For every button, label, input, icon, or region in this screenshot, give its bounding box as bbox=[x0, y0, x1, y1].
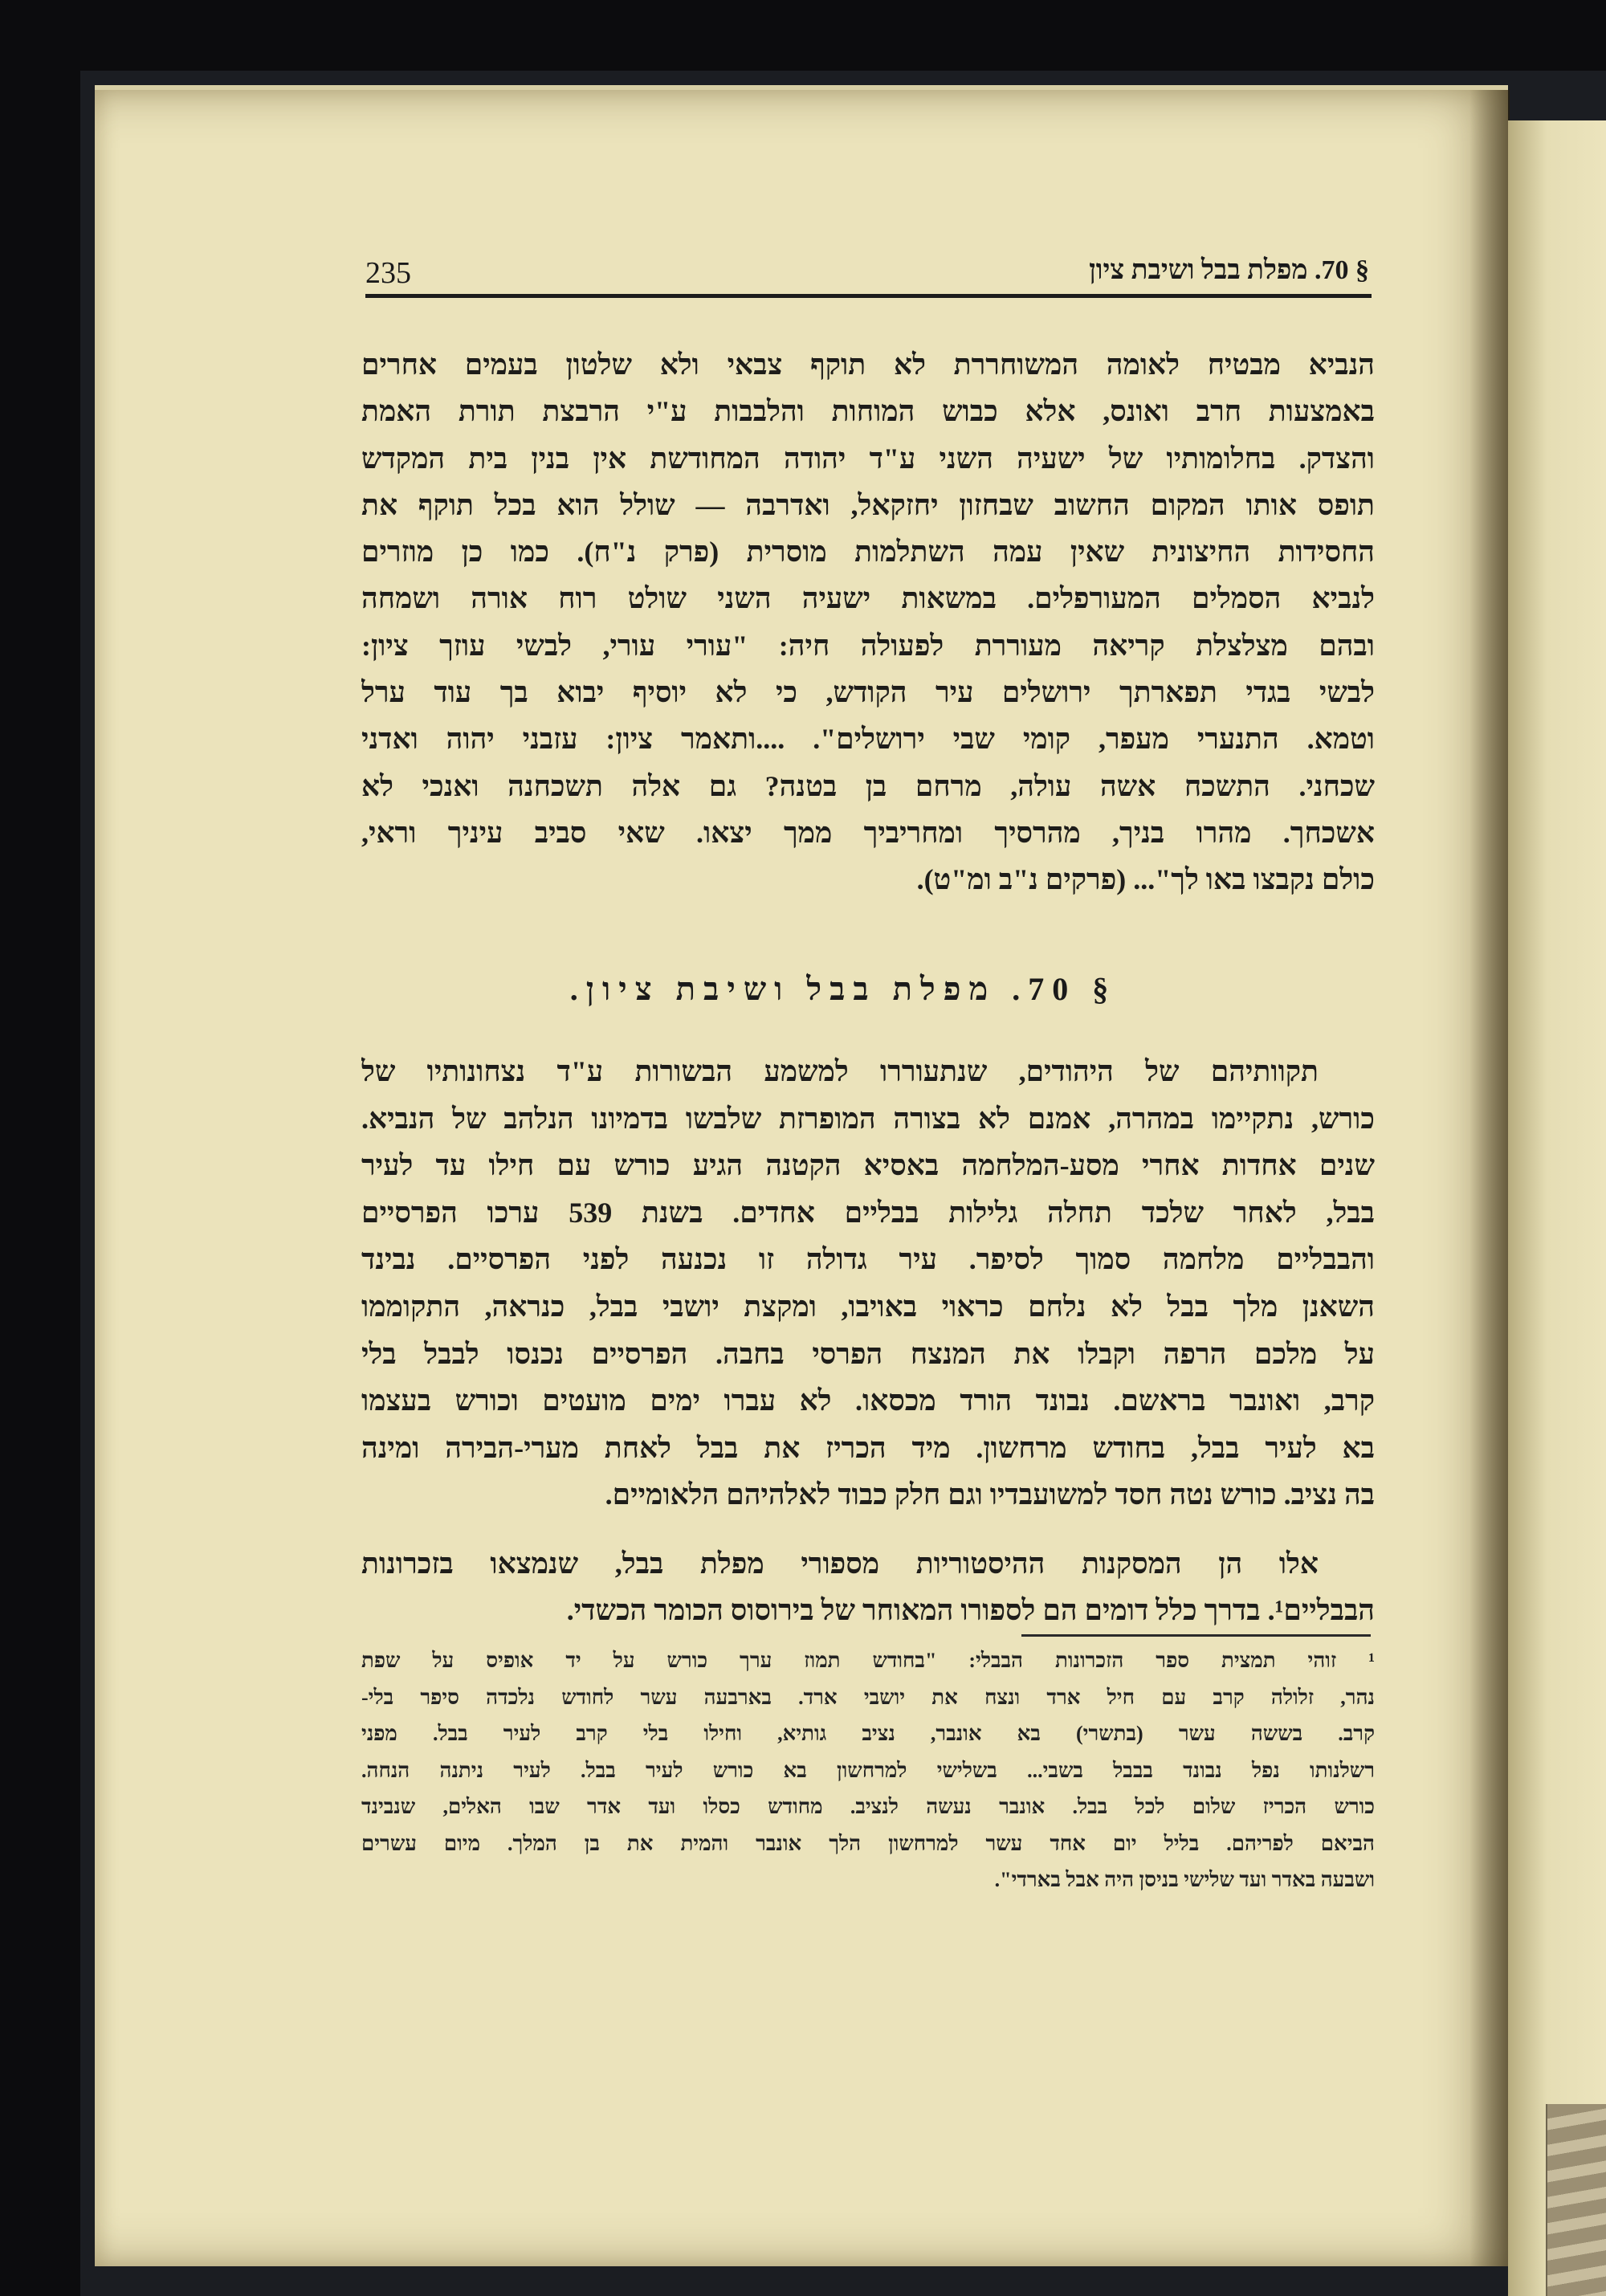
running-head bbox=[365, 249, 1369, 297]
section-heading: § 70. מפלת בבל ושיבת ציון. bbox=[569, 971, 1117, 1007]
text-line: קרב, ואונבר בראשם. נבונד הורד מכסאו. לא עברו ימים מועטים וכורש בעצמו bbox=[361, 1385, 1375, 1417]
footnote-line: נהר, זלולה קרב עם חיל ארד ונצח את יושבי ארד. בארבעה עשר לחודש נלכדה סיפר בלי- bbox=[361, 1685, 1375, 1709]
text-line: בא לעיר בבל, בחודש מרחשון. מיד הכריז את בבל לאחת מערי-הבירה ומינה bbox=[361, 1431, 1375, 1464]
text-line: והבבליים מלחמה סמוך לסיפר. עיר גדולה זו נכנעה לפני הפרסיים. נבינד bbox=[361, 1243, 1375, 1276]
text-line: אשכחך. מהרו בניך, מהרסיך ומחריביך ממך יצאו. שאי סביב עיניך וראי, bbox=[361, 816, 1375, 849]
facing-page-edge bbox=[1508, 120, 1606, 2296]
footnote-line: הביאם לפריהם. בליל יום אחד עשר למרחשון הלך אונבר והמית את בן המלך. מיום עשרים bbox=[361, 1831, 1375, 1855]
running-head-title: § 70. מפלת בבל ושיבת ציון bbox=[1089, 255, 1369, 285]
text-line: השאנן מלך בבל לא נלחם כראוי באויבו, ומקצת יושבי בבל, כנראה, התקוממו bbox=[361, 1290, 1375, 1323]
text-line: בה נציב. כורש נטה חסד למשועבדיו וגם חלק כבוד לאלהיהם הלאומיים. bbox=[605, 1478, 1375, 1511]
paragraph-3 bbox=[361, 1540, 1375, 1633]
text-line: אלו הן המסקנות ההיסטוריות מספורי מפלת בבל, שנמצאו בזכרונות bbox=[361, 1548, 1319, 1580]
paragraph-1 bbox=[361, 341, 1375, 903]
text-line: החסידות החיצונית שאין עמה השתלמות מוסרית (פרק נ"ח). כמו כן מוזרים bbox=[361, 536, 1375, 569]
text-line: באמצעות חרב ואונס, אלא כבוש המוחות והלבבות ע"י הרבצת תורת האמת bbox=[361, 395, 1375, 428]
header-rule bbox=[365, 294, 1372, 298]
paragraph-2 bbox=[361, 1048, 1375, 1519]
text-line: שנים אחדות אחרי מסע-המלחמה באסיא הקטנה הגיע כורש עם חילו עד לעיר bbox=[361, 1149, 1375, 1182]
page-number: 235 bbox=[365, 256, 411, 290]
text-line: שכחני. התשכח אשה עולה, מרחם בן בטנה? גם אלה תשכחנה ואנכי לא bbox=[361, 769, 1375, 802]
text-line: כולם נקבצו באו לך"... (פרקים נ"ב ומ"ט). bbox=[916, 863, 1375, 896]
footnote-line: רשלנותו נפל נבונד בבבל בשבי... בשלישי למרחשון בא כורש לעיר בבל. לעיר ניתנה הנחה. bbox=[361, 1758, 1375, 1782]
footnote-line: כורש הכריז שלום לכל בבל. אונבר נעשה לנציב. מחודש כסלו ועד אדר שבו האלים, שנבינד bbox=[361, 1795, 1375, 1818]
text-line: לבשי בגדי תפארתך ירושלים עיר הקודש, כי לא יוסיף יבוא בך עוד ערל bbox=[361, 676, 1375, 709]
text-line: על מלכם הרפה וקבלו את המנצח הפרסי בחבה. הפרסיים נכנסו לבבל בלי bbox=[361, 1337, 1375, 1370]
text-line: בבל, לאחר שלכד תחלה גלילות בבליים אחדים. בשנת 539 ערכו הפרסיים bbox=[361, 1196, 1375, 1229]
footnote-line: ¹ זוהי תמצית ספר הזכרונות הבבלי: "בחודש תמוז ערך כורש על יד אופיס על שפת bbox=[361, 1649, 1375, 1672]
text-line: וטמא. התנערי מעפר, קומי שבי ירושלים". ....ותאמר ציון: עזבני יהוה ואדני bbox=[361, 723, 1375, 756]
text-line: והצדק. בחלומותיו של ישעיה השני ע"ד יהודה המחודשת אין בנין בית המקדש bbox=[361, 442, 1375, 475]
footnote-rule bbox=[1021, 1634, 1371, 1637]
bookmark-ribbon bbox=[1546, 2104, 1606, 2296]
text-line: תקוותיהם של היהודים, שנתעוררו למשמע הבשורות ע"ד נצחונותיו של bbox=[361, 1055, 1319, 1087]
text-line: הבבליים¹. בדרך כלל דומים הם לספורו המאוחר של בירוסוס הכומר הכשדי. bbox=[566, 1594, 1375, 1626]
footnote-line: קרב. בששה עשר (בתשרי) בא אונבר, נציב גותיא, וחילו בלי קרב לעיר בבל. מפני bbox=[361, 1722, 1375, 1745]
text-line: כורש, נתקיימו במהרה, אמנם לא בצורה המופרזת שלבשו בדמיונו הנלהב של הנביא. bbox=[361, 1102, 1375, 1135]
text-line: לנביא הסמלים המעורפלים. במשאות ישעיה השני שולט רוח אורה ושמחה bbox=[361, 582, 1375, 615]
text-line: ובהם מצלצלת קריאה מעוררת לפעולה חיה: "עורי עורי, לבשי עוזך ציון: bbox=[361, 629, 1375, 662]
text-line: הנביא מבטיח לאומה המשוחררת לא תוקף צבאי ולא שלטון בעמים אחרים bbox=[361, 349, 1375, 381]
footnote-line: ושבעה באדר ועד שלישי בניסן היה אבל בארדי". bbox=[994, 1868, 1375, 1891]
footnotes bbox=[361, 1642, 1375, 1898]
text-line: תופס אותו המקום החשוב שבחזון יחזקאל, ואדרבה — שולל הוא בכל תוקף את bbox=[361, 488, 1375, 521]
page-gutter-shadow bbox=[1469, 90, 1510, 2266]
